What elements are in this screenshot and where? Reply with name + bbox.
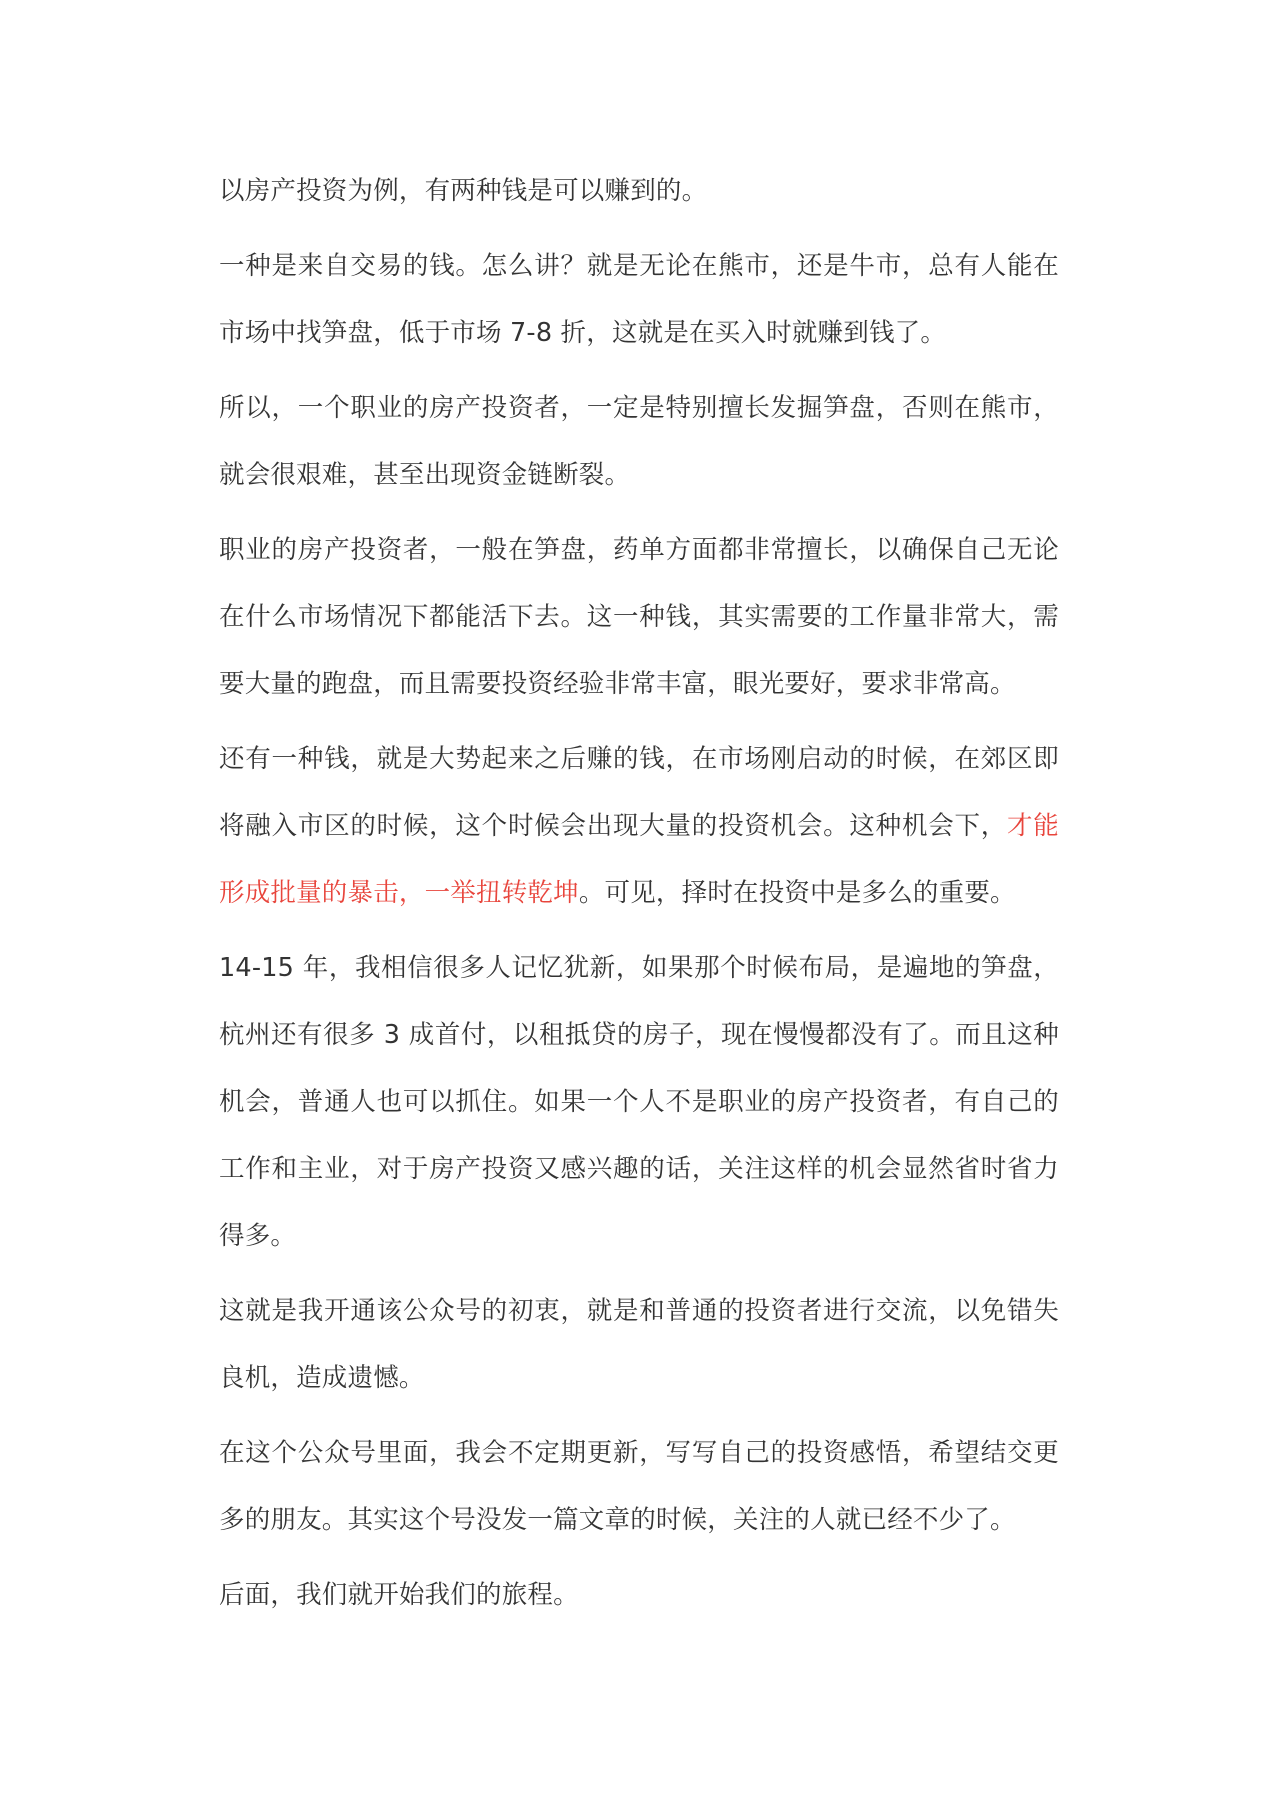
highlighted-text: 才能形成批量的暴击，一举扭转乾坤 xyxy=(219,811,1059,908)
paragraph-3: 所以，一个职业的房产投资者，一定是特别擅长发掘笋盘，否则在熊市，就会很艰难，甚至出现资金链断裂。 xyxy=(219,393,1059,490)
paragraph-9: 后面，我们就开始我们的旅程。 xyxy=(219,1580,579,1610)
paragraph-7: 这就是我开通该公众号的初衷，就是和普通的投资者进行交流，以免错失良机，造成遗憾。 xyxy=(219,1296,1059,1393)
paragraph-5 xyxy=(219,726,1059,927)
paragraph-4: 职业的房产投资者，一般在笋盘，药单方面都非常擅长，以确保自己无论在什么市场情况下都能活下去。这一种钱，其实需要的工作量非常大，需要大量的跑盘，而且需要投资经验非常丰富，眼光要好，要求非常高。 xyxy=(219,535,1059,699)
paragraph-5-after: 。可见，择时在投资中是多么的重要。 xyxy=(578,878,1016,908)
paragraph-8: 在这个公众号里面，我会不定期更新，写写自己的投资感悟，希望结交更多的朋友。其实这个号没发一篇文章的时候，关注的人就已经不少了。 xyxy=(219,1438,1059,1535)
paragraph-5-before: 还有一种钱，就是大势起来之后赚的钱，在市场刚启动的时候，在郊区即将融入市区的时候，这个时候会出现大量的投资机会。这种机会下， xyxy=(219,744,1059,841)
paragraph-2: 一种是来自交易的钱。怎么讲？就是无论在熊市，还是牛市，总有人能在市场中找笋盘，低于市场 7-8 折，这就是在买入时就赚到钱了。 xyxy=(219,251,1059,348)
paragraph-1: 以房产投资为例，有两种钱是可以赚到的。 xyxy=(219,176,708,206)
article-body xyxy=(219,158,1059,1637)
paragraph-6: 14-15 年，我相信很多人记忆犹新，如果那个时候布局，是遍地的笋盘，杭州还有很多 3 成首付，以租抵贷的房子，现在慢慢都没有了。而且这种机会，普通人也可以抓住。如果一个人不是职业的房产投资者，有自己的工作和主业，对于房产投资又感兴趣的话，关注这样的机会显然省时省力得多。 xyxy=(219,953,1059,1251)
